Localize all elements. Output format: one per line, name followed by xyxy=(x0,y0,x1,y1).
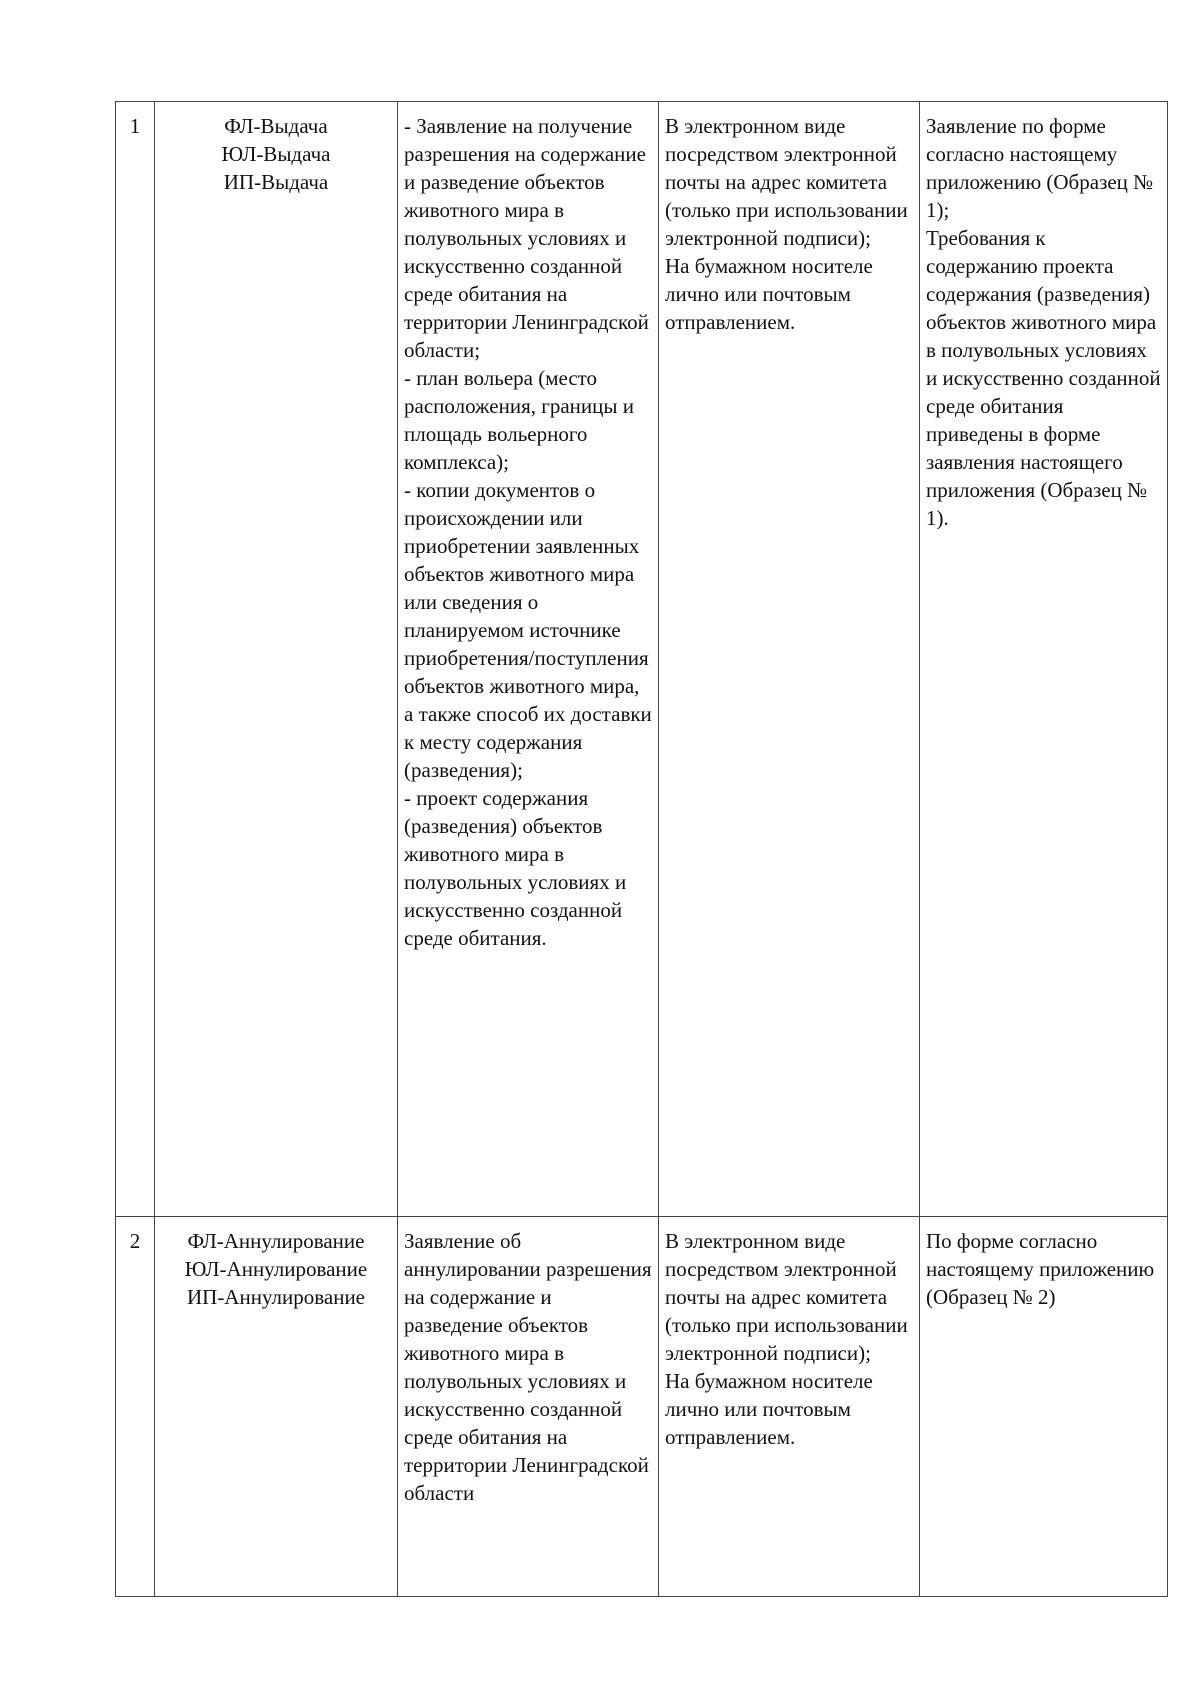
table-row xyxy=(116,1217,1168,1597)
row-number: 1 xyxy=(116,102,155,1217)
table-row xyxy=(116,102,1168,1217)
required-documents: - Заявление на получение разрешения на содержание и разведение объектов животного мира в полувольных условиях и искусственно созданной среде обитания на территории Ленинградской области; - план вольера (место расположения, границы и площадь вольерного комплекса); - копии документов о происхождении или приобретении заявленных объектов животного мира или сведения о планируемом источнике приобретения/поступления объектов животного мира, а также способ их доставки к месту содержания (разведения); - проект содержания (разведения) объектов животного мира в полувольных условиях и искусственно созданной среде обитания. xyxy=(398,102,659,1217)
required-documents: Заявление об аннулировании разрешения на содержание и разведение объектов животного мира в полувольных условиях и искусственно созданной среде обитания на территории Ленинградской области xyxy=(398,1217,659,1597)
document-form: Заявление по форме согласно настоящему приложению (Образец № 1); Требования к содержанию проекта содержания (разведения) объектов животного мира в полувольных условиях и искусственно созданной среде обитания приведены в форме заявления настоящего приложения (Образец № 1). xyxy=(920,102,1168,1217)
submission-method: В электронном виде посредством электронной почты на адрес комитета (только при использовании электронной подписи); На бумажном носителе лично или почтовым отправлением. xyxy=(659,102,920,1217)
applicant-types: ФЛ-Выдача ЮЛ-Выдача ИП-Выдача xyxy=(155,102,398,1217)
document-form: По форме согласно настоящему приложению (Образец № 2) xyxy=(920,1217,1168,1597)
row-number: 2 xyxy=(116,1217,155,1597)
submission-method: В электронном виде посредством электронной почты на адрес комитета (только при использовании электронной подписи); На бумажном носителе лично или почтовым отправлением. xyxy=(659,1217,920,1597)
document-table xyxy=(115,101,1168,1597)
applicant-types: ФЛ-Аннулирование ЮЛ-Аннулирование ИП-Аннулирование xyxy=(155,1217,398,1597)
